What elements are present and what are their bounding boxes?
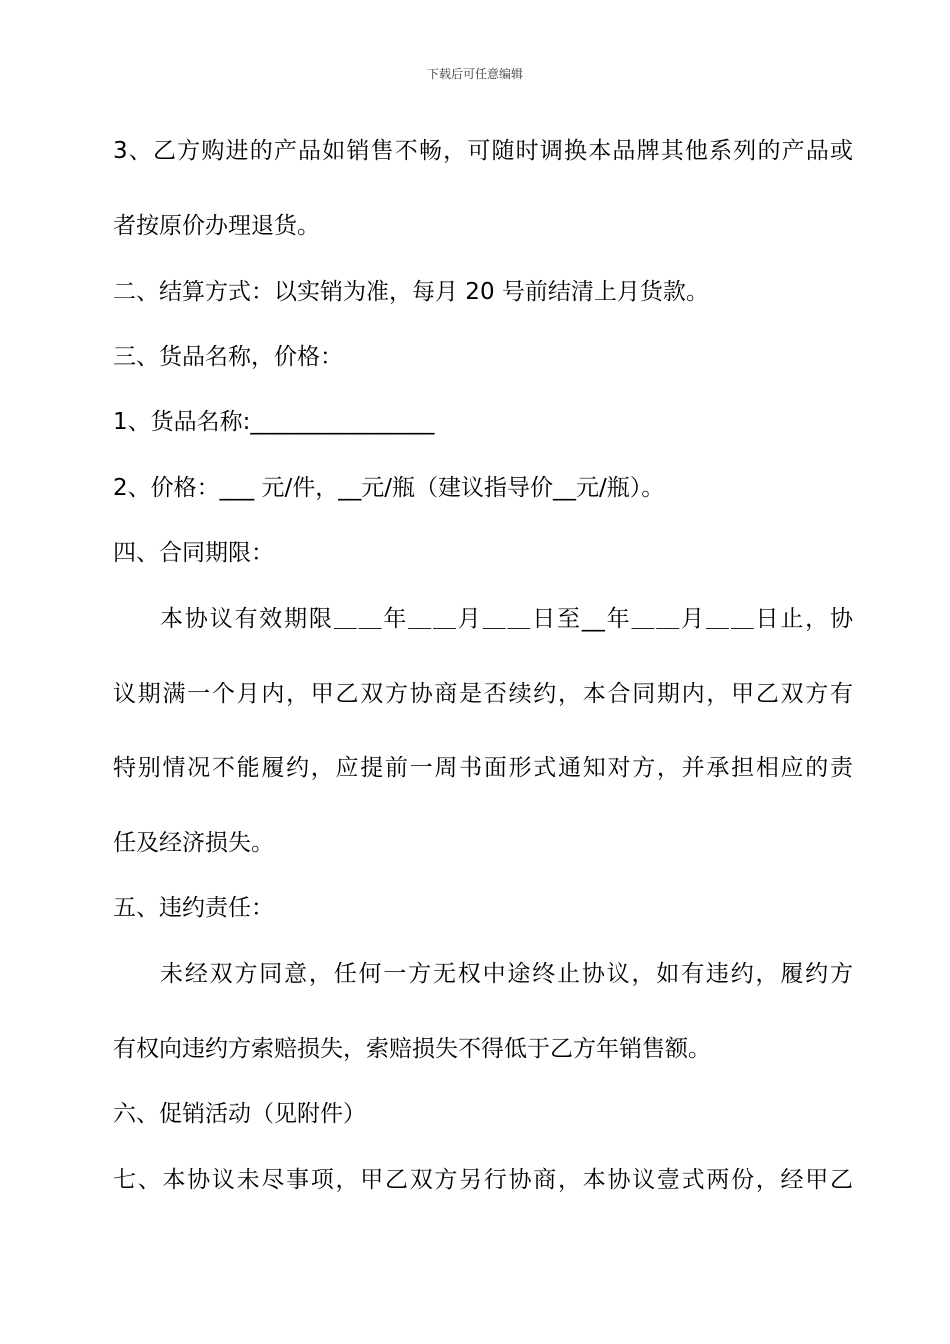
section-heading-term: 四、合同期限： <box>113 540 274 566</box>
section-heading-breach: 五、违约责任： <box>113 895 274 921</box>
paragraph-line: 议期满一个月内，甲乙双方协商是否续约，本合同期内，甲乙双方有 <box>113 681 853 707</box>
goods-name-line: 1、货品名称:________________ <box>113 409 435 435</box>
paragraph-line: 者按原价办理退货。 <box>113 213 320 239</box>
section-heading-goods: 三、货品名称，价格： <box>113 344 343 370</box>
paragraph-line: 任及经济损失。 <box>113 830 274 856</box>
paragraph-line: 七、本协议未尽事项，甲乙双方另行协商，本协议壹式两份，经甲乙 <box>113 1167 853 1193</box>
paragraph-line: 3、乙方购进的产品如销售不畅，可随时调换本品牌其他系列的产品或 <box>113 138 853 164</box>
paragraph-line: 本协议有效期限＿＿年＿＿月＿＿日至__年＿＿月＿＿日止，协 <box>160 606 853 632</box>
paragraph-line: 有权向违约方索赔损失，索赔损失不得低于乙方年销售额。 <box>113 1036 711 1062</box>
section-heading-promotion: 六、促销活动（见附件） <box>113 1101 366 1127</box>
price-line: 2、价格：___ 元/件，__元/瓶（建议指导价__元/瓶）。 <box>113 475 665 501</box>
section-heading-settlement: 二、结算方式：以实销为准，每月 20 号前结清上月货款。 <box>113 279 709 305</box>
paragraph-line: 未经双方同意，任何一方无权中途终止协议，如有违约，履约方 <box>160 961 853 987</box>
paragraph-line: 特别情况不能履约，应提前一周书面形式通知对方，并承担相应的责 <box>113 755 853 781</box>
page-header: 下载后可任意编辑 <box>426 67 523 81</box>
